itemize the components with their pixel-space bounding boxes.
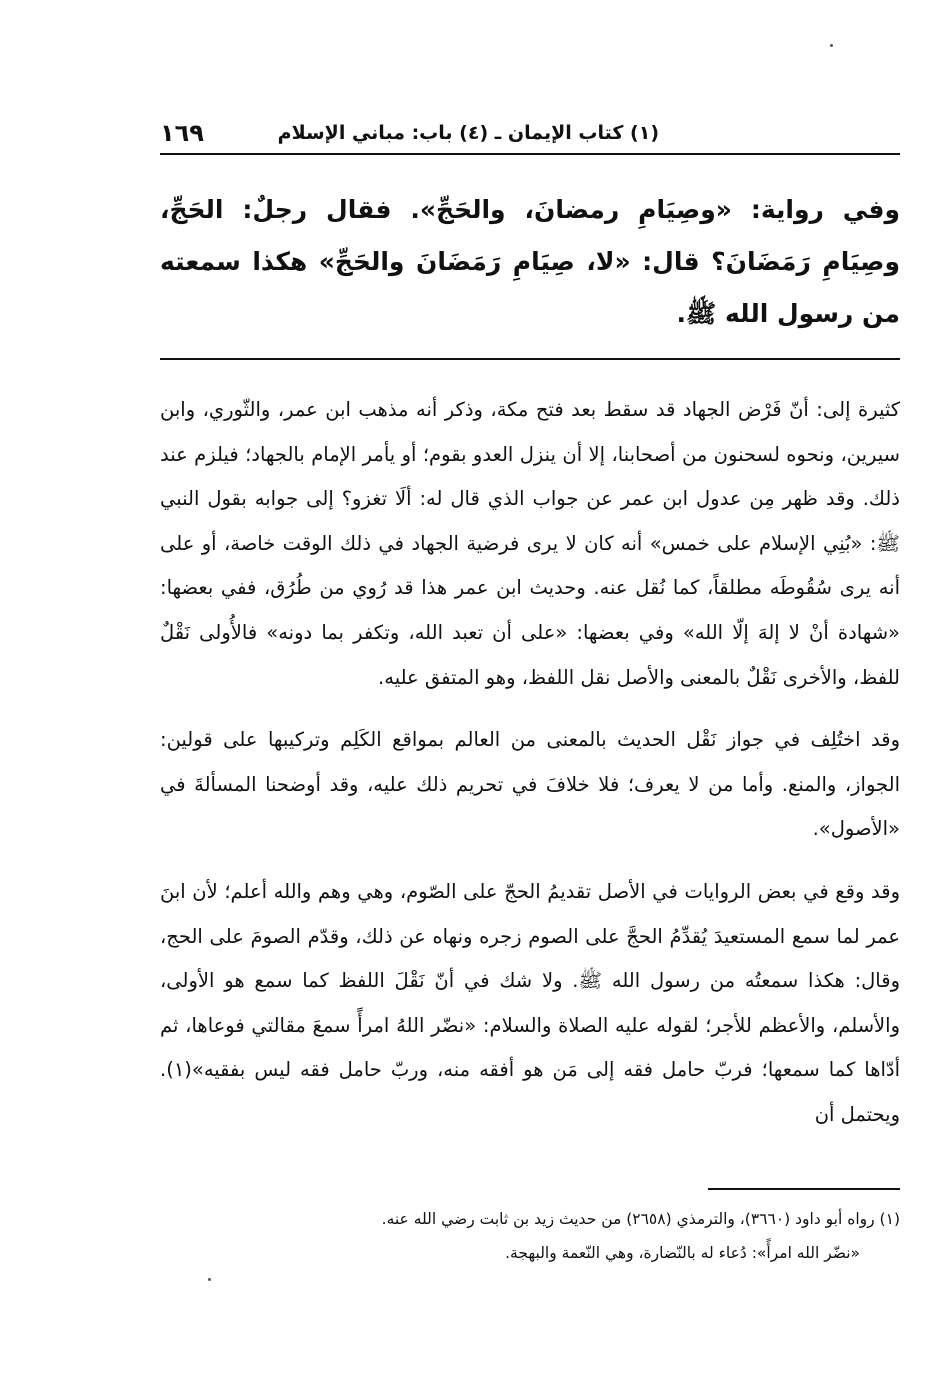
hadith-paragraph: وفي رواية: «وصِيَامِ رمضانَ، والحَجِّ». فقال رجلٌ: الحَجِّ، وصِيَامِ رَمَضَانَ؟ قال: «لا، صِيَامِ رَمَضَانَ والحَجِّ» هكذا سمعته من رسول الله ﷺ. bbox=[160, 195, 900, 328]
page-number: ١٦٩ bbox=[160, 119, 204, 147]
page-header bbox=[160, 118, 899, 152]
commentary-paragraph-2: وقد اختُلِف في جواز نَقْل الحديث بالمعنى من العالم بمواقع الكَلِم وتركيبها على قولين: الجواز، والمنع. وأما من لا يعرف؛ فلا خلافَ في تحريم ذلك عليه، وقد أوضحنا المسألةَ في «الأصول». bbox=[160, 728, 900, 841]
section-divider bbox=[160, 358, 900, 360]
hadith-text-section bbox=[160, 184, 900, 340]
header-rule bbox=[160, 153, 900, 155]
scan-speck bbox=[830, 44, 833, 47]
footnote-1-explanation: «نضّر الله امرأً»: دُعاء له بالنّضارة، وهي النّعمة والبهجة. bbox=[505, 1244, 860, 1262]
footnote-rule bbox=[708, 1188, 900, 1190]
footnote-1: (١) رواه أبو داود (٣٦٦٠)، والترمذي (٢٦٥٨) من حديث زيد بن ثابت رضي الله عنه. bbox=[381, 1210, 900, 1228]
commentary-paragraph-3: وقد وقع في بعض الروايات في الأصل تقديمُ الحجّ على الصّوم، وهي وهم والله أعلم؛ لأن ابنَ عمر لما سمع المستعيدَ يُقدِّمُ الحجَّ على الصوم زجره ونهاه عن ذلك، وقدّم الصومَ على الحج، وقال: هكذا سمعتُه من رسول الله ﷺ. ولا شك في أنّ نَقْلَ اللفظ كما سمع هو الأولى، والأسلم، والأعظم للأجر؛ لقوله عليه الصلاة والسلام: «نضّر اللهُ امرأً سمعَ مقالتي فوعاها، ثم أدّاها كما سمعها؛ فربّ حامل فقه إلى مَن هو أفقه منه، وربّ حامل فقه ليس بفقيه»(١). ويحتمل أن bbox=[160, 879, 900, 1126]
footnotes-section bbox=[160, 1202, 900, 1270]
running-title: (١) كتاب الإيمان ـ (٤) باب: مباني الإسلام bbox=[277, 122, 659, 144]
commentary-section bbox=[160, 388, 900, 1138]
scan-speck bbox=[208, 1278, 211, 1281]
commentary-paragraph-1: كثيرة إلى: أنّ فَرْض الجهاد قد سقط بعد فتح مكة، وذكر أنه مذهب ابن عمر، والثّوري، وابن سيرين، ونحوه لسحنون من أصحابنا، إلا أن ينزل العدو بقوم؛ أو يأمر الإمام بالجهاد؛ فيلزم عند ذلك. وقد ظهر مِن عدول ابن عمر عن جواب الذي قال له: ألَا تغزو؟ إلى جوابه بقول النبي ﷺ: «بُنِي الإسلام على خمس» أنه كان لا يرى فرضية الجهاد في ذلك الوقت خاصة، أو على أنه يرى سُقُوطَه مطلقاً، كما نُقل عنه. وحديث ابن عمر هذا قد رُوي من طُرُق، ففي بعضها: «شهادة أنْ لا إلهَ إلّا الله» وفي بعضها: «على أن تعبد الله، وتكفر بما دونه» فالأُولى نَقْلٌ للفظ، والأخرى نَقْلٌ بالمعنى والأصل نقل اللفظ، وهو المتفق عليه. bbox=[160, 398, 900, 689]
